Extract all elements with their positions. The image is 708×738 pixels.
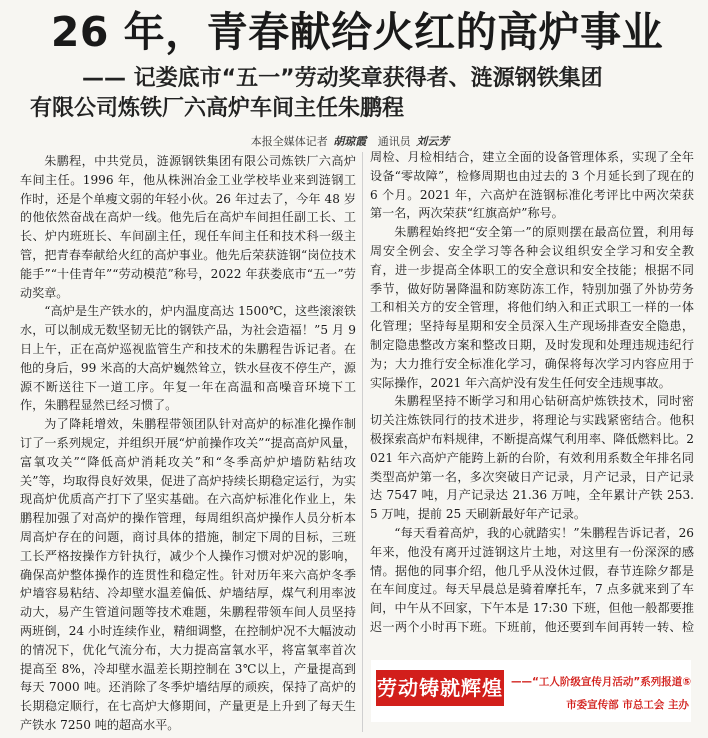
byline-correspondent: 刘云芳 — [416, 135, 450, 148]
article-headline: 26 年，青春献给火红的高炉事业 — [50, 8, 664, 56]
banner-title: 劳动铸就辉煌 — [376, 670, 504, 706]
subhead-line-1: —— 记娄底市“五一”劳动奖章获得者、涟源钢铁集团 — [82, 66, 603, 91]
byline-label: 本报全媒体记者 — [250, 135, 328, 148]
subhead-line-2: 有限公司炼铁厂六高炉车间主任朱鹏程 — [30, 96, 405, 121]
banner-series: ——“工人阶级宣传月活动”系列报道⑤ — [511, 676, 692, 688]
paragraph: 周检、月检相结合，建立全面的设备管理体系，实现了全年设备“零故障”，检修周期也由过去的 3 个月延长到了现在的 6 个月。2021 年，六高炉在涟钢标准化考评比中两次荣获第一名，两次荣获“红旗高炉”称号。 — [370, 150, 694, 221]
article-subhead — [30, 64, 695, 124]
paragraph: “高炉是生产铁水的，炉内温度高达 1500℃，这些滚滚铁水，可以制成无数坚韧无比的钢铁产品，为社会造福！”5 月 9 日上午，正在高炉巡视监管生产和技术的朱鹏程告诉记者。在他的身后，99 米高的大高炉巍然耸立，铁水昼夜不停生产，源源不断送往下一道工序。年复一年在高温和高噪音环境下工作，朱鹏程显然已经习惯了。 — [20, 304, 356, 413]
column-divider — [362, 152, 363, 732]
byline-correspondent-label: 通讯员 — [377, 135, 411, 148]
banner-hosts: 市委宣传部 市总工会 主办 — [566, 699, 689, 711]
paragraph: “每天看着高炉，我的心就踏实！”朱鹏程告诉记者，26 年来，他没有离开过涟钢这片土地，对这里有一份深深的感情。据他的同事介绍，他几乎从没休过假，春节连除夕都是在车间度过。每天早晨总是骑着摩托车，7 点多就来到了车间，中午从不回家，下午本是 17:30 下班，但他一般都要推迟一两个小时再下班。下班前，他还要到车间再转一转、检 — [370, 525, 694, 634]
left-column — [20, 152, 356, 737]
paragraph: 朱鹏程始终把“安全第一”的原则摆在最高位置，利用每周安全例会、安全学习等各种会议组织安全学习和安全教育，进一步提高全体职工的安全意识和安全技能；根据不同季节，做好防暑降温和防寒防冻工作，特别加强了外协劳务工和相关方的安全管理，将他们纳入和正式职工一样的一体化管理；坚持每星期和安全员深入生产现场排查安全隐患，制定隐患整改方案和整改日期，及时发现和处理违规违纪行为；大力推行安全标准化学习，确保将每次学习内容应用于实际操作，2021 年六高炉没有发生任何安全违规事故。 — [370, 225, 694, 390]
paragraph — [20, 735, 356, 737]
paragraph: 朱鹏程，中共党员，涟源钢铁集团有限公司炼铁厂六高炉车间主任。1996 年，他从株洲冶金工业学校毕业来到涟钢工作时，还是个单瘦文弱的年轻小伙。26 年过去了，今年 48 岁的他依然奋战在高炉一线。他先后在高炉车间担任副工长、工长、炉内班班长、车间副主任，现任车间主任和技术科一级主管，把青春奉献给火红的高炉事业。他先后荣获涟钢“岗位技术能手”“十佳青年”“劳动模范”称号，2022 年获娄底市“五一”劳动奖章。 — [20, 154, 356, 300]
paragraph: 为了降耗增效，朱鹏程带领团队针对高炉的标准化操作制订了一系列规定，并组织开展“炉前操作攻关”“提高高炉风量，富氧攻关”“降低高炉消耗攻关”和“冬季高炉炉墙防粘结攻关”等，均取得良好效果，促进了高炉持续长期稳定运行，为实现高炉优质高产打下了坚实基础。在六高炉标准化作业上，朱鹏程加强了对高炉的操作管理，每周组织高炉操作人员分析本周高炉存在的问题，商讨具体的措施，制定下周的目标，三班工长严格按操作方针执行，减少个人操作习惯对炉况的影响，确保高炉整体操作的连贯性和稳定性。针对历年来六高炉冬季炉墙容易粘结、冷却壁水温差偏低、炉墙结厚，煤气利用率波动大，易产生管道问题等技术难题，朱鹏程带领车间人员坚持两班倒，24 小时连续作业，精细调整，在控制炉况不大幅波动的情况下，优化气流分布，大力提高富氧水平，将富氧率首次提高至 8%，冷却壁水温差长期控制在 3℃以上，产量提高到每天 7000 吨。还消除了冬季炉墙结厚的顽疾，保持了高炉的长期稳定顺行，在七高炉大修期间，产量更是上升到了每天生产铁水 7250 吨的超高水平。 — [20, 417, 356, 732]
series-banner — [371, 660, 691, 722]
right-column — [370, 148, 694, 638]
byline-reporter: 胡琼霞 — [333, 135, 367, 148]
paragraph: 朱鹏程坚持不断学习和用心钻研高炉炼铁技术，同时密切关注炼铁同行的技术进步，将理论与实践紧密结合。他积极探索高炉布料规律，不断提高煤气利用率、降低燃料比。2021 年六高炉产能跨上新的台阶，有效利用系数全年排名同类型高炉第一名，多次突破日产记录，月产记录，日产记录达 7547 吨，月产记录达 21.36 万吨，全年累计产铁 253.5 万吨，提前 25 天刷新最好年产记录。 — [370, 394, 694, 522]
